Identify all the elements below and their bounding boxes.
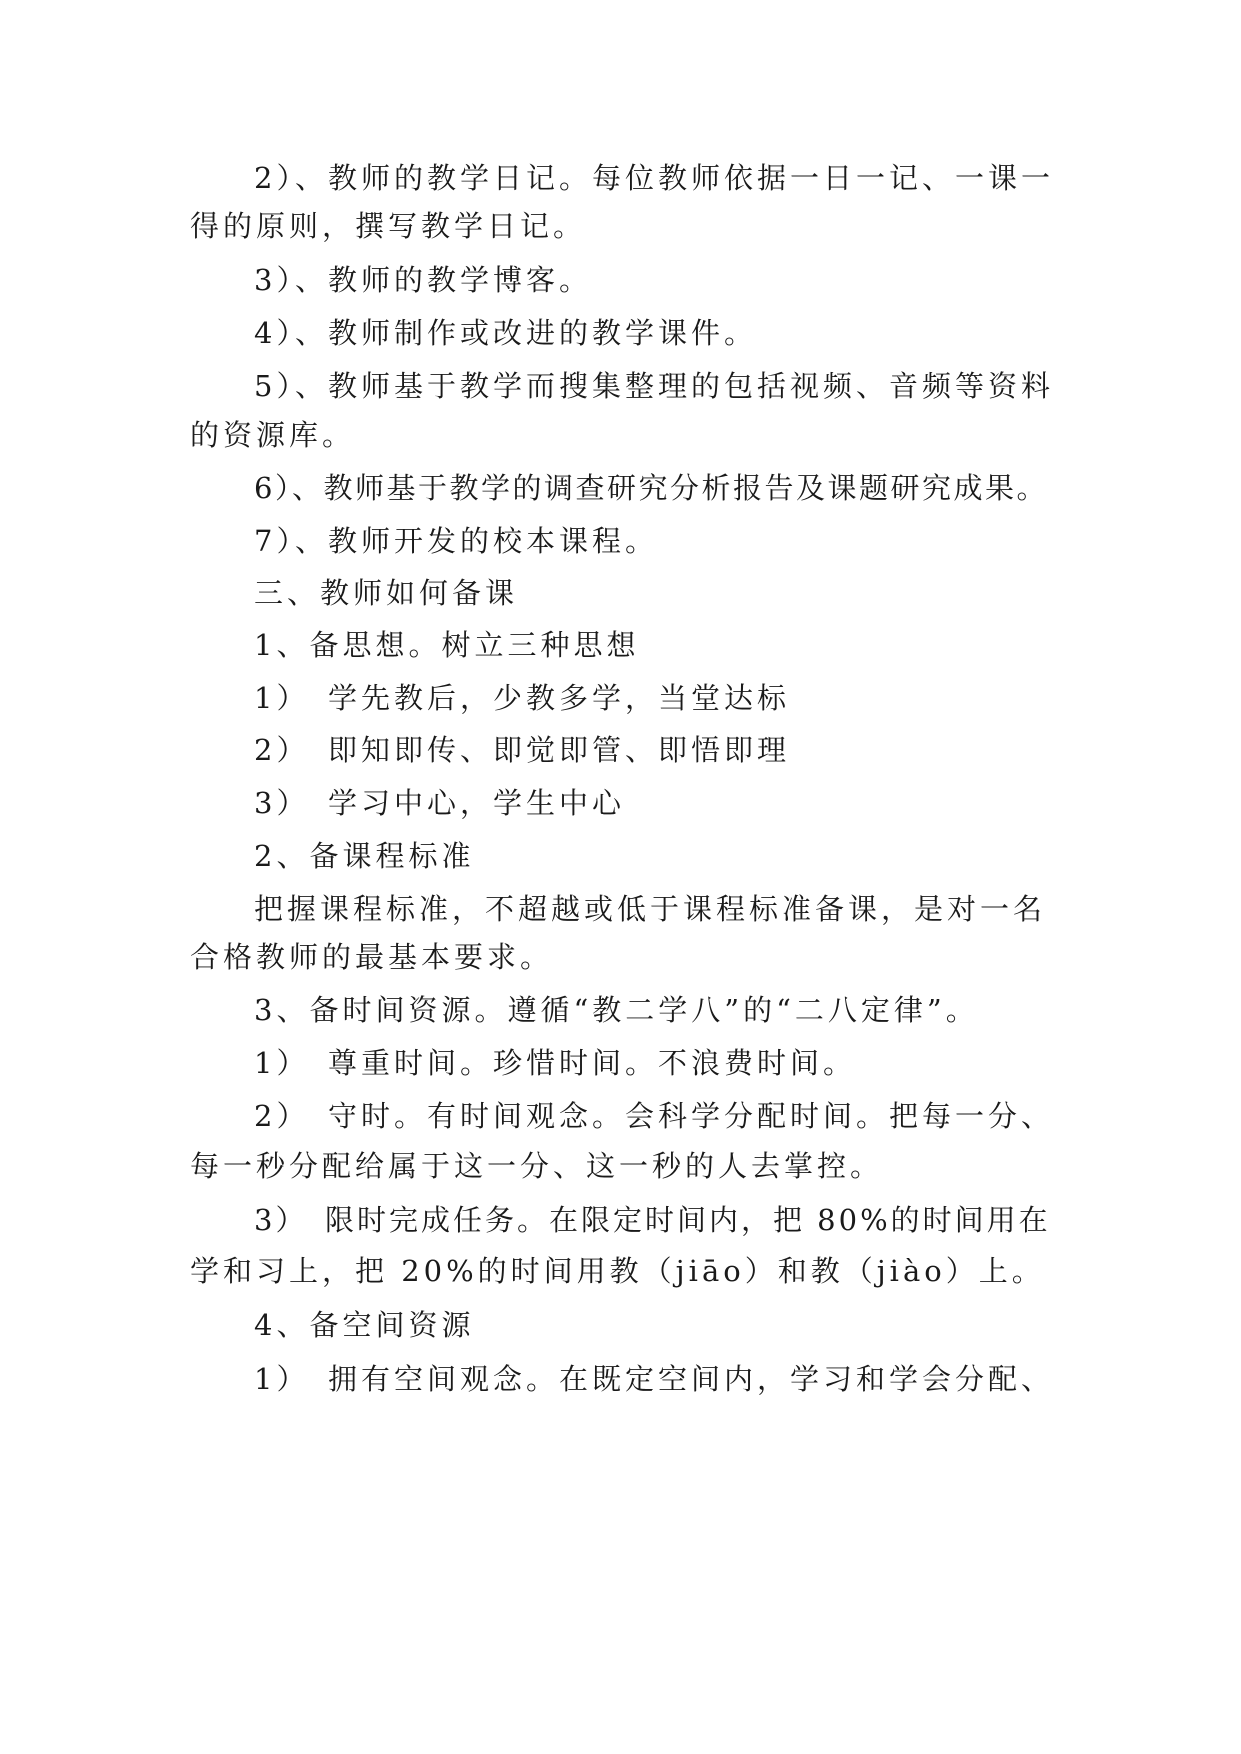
- subsection-heading: 3、备时间资源。遵循“教二学八”的“二八定律”。: [254, 993, 979, 1027]
- subsection-heading: 2、备课程标准: [254, 839, 475, 873]
- list-item: 3） 学习中心，学生中心: [254, 786, 625, 820]
- paragraph-line: 每一秒分配给属于这一分、这一秒的人去掌控。: [190, 1149, 884, 1183]
- section-heading: 三、教师如何备课: [254, 576, 519, 610]
- paragraph-line: 得的原则，撰写教学日记。: [190, 209, 587, 243]
- paragraph-line: 2）、教师的教学日记。每位教师依据一日一记、一课一: [254, 161, 1054, 195]
- paragraph-line: 的资源库。: [190, 418, 356, 452]
- paragraph-line: 3）、教师的教学博客。: [254, 263, 592, 297]
- paragraph-line: 6）、教师基于教学的调查研究分析报告及课题研究成果。: [254, 471, 1048, 505]
- list-item: 1） 学先教后，少教多学，当堂达标: [254, 681, 790, 715]
- list-item: 1） 尊重时间。珍惜时间。不浪费时间。: [254, 1046, 856, 1080]
- paragraph-line: 学和习上，把 20%的时间用教（jiāo）和教（jiào）上。: [190, 1254, 1045, 1288]
- list-item: 2） 守时。有时间观念。会科学分配时间。把每一分、: [254, 1099, 1054, 1133]
- subsection-heading: 4、备空间资源: [254, 1308, 475, 1342]
- list-item: 1） 拥有空间观念。在既定空间内，学习和学会分配、: [254, 1362, 1054, 1396]
- list-item: 2） 即知即传、即觉即管、即悟即理: [254, 733, 790, 767]
- paragraph-line: 4）、教师制作或改进的教学课件。: [254, 316, 757, 350]
- subsection-heading: 1、备思想。树立三种思想: [254, 628, 640, 662]
- paragraph-line: 5）、教师基于教学而搜集整理的包括视频、音频等资料: [254, 369, 1054, 403]
- paragraph-line: 合格教师的最基本要求。: [190, 940, 554, 974]
- paragraph-line: 7）、教师开发的校本课程。: [254, 524, 658, 558]
- list-item: 3） 限时完成任务。在限定时间内，把 80%的时间用在: [254, 1203, 1051, 1237]
- paragraph-line: 把握课程标准，不超越或低于课程标准备课，是对一名: [254, 892, 1047, 926]
